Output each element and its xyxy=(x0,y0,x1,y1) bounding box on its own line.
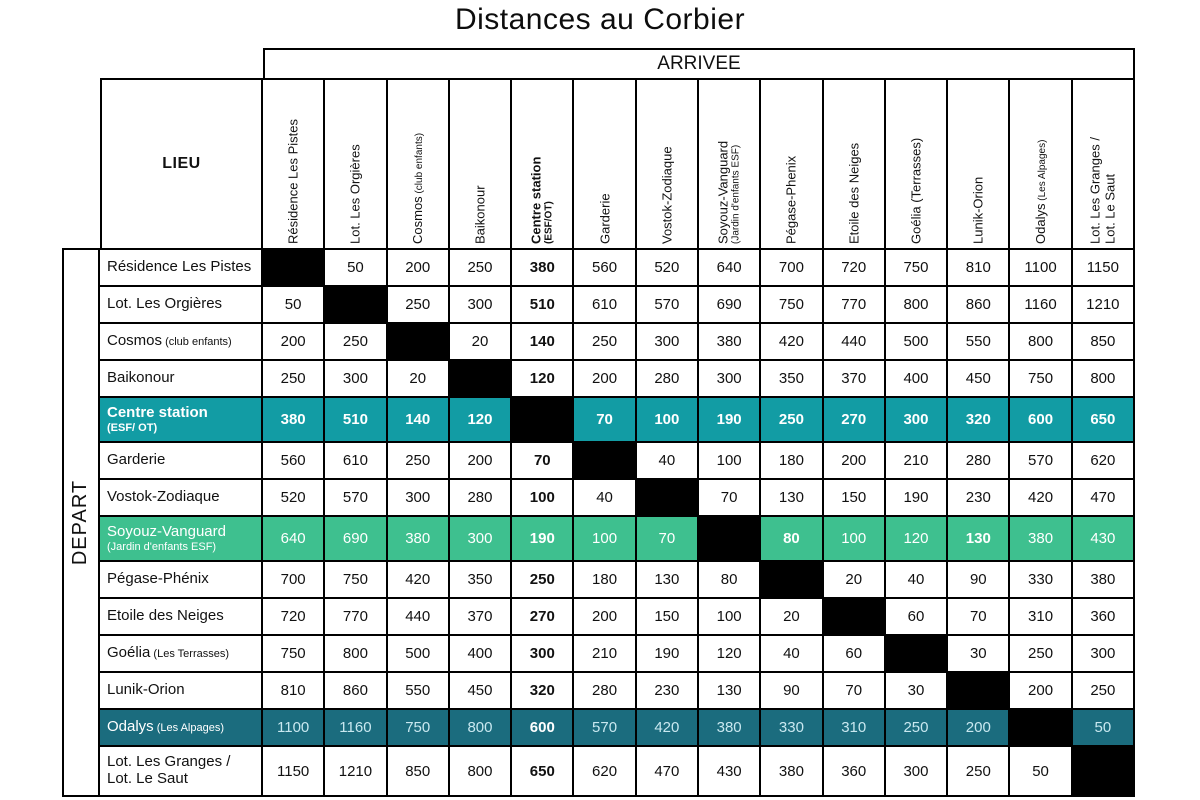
distance-cell: 800 xyxy=(1073,361,1133,396)
column-header-label: Garderie xyxy=(596,193,612,244)
distance-cell: 60 xyxy=(886,599,946,634)
distance-cell: 130 xyxy=(637,562,697,597)
distance-cell: 250 xyxy=(388,443,448,478)
diagonal-cell xyxy=(574,443,634,478)
row-header-7: Soyouz-Vanguard (Jardin d'enfants ESF) xyxy=(100,517,261,560)
distance-cell: 100 xyxy=(699,599,759,634)
distance-cell: 570 xyxy=(637,287,697,322)
column-header-13 xyxy=(1073,80,1133,248)
distance-cell: 640 xyxy=(699,250,759,285)
column-header-2 xyxy=(388,80,448,248)
distance-cell: 120 xyxy=(699,636,759,671)
distance-cell: 300 xyxy=(512,636,572,671)
row-header-2: Cosmos (club enfants) xyxy=(100,324,261,359)
distance-cell: 650 xyxy=(1073,398,1133,441)
diagonal-cell xyxy=(388,324,448,359)
distance-cell: 380 xyxy=(388,517,448,560)
column-header-label: Vostok-Zodiaque xyxy=(659,146,675,244)
distance-cell: 1160 xyxy=(1010,287,1070,322)
column-header-label: Cosmos (club enfants) xyxy=(409,132,425,244)
distance-cell: 610 xyxy=(325,443,385,478)
distance-cell: 620 xyxy=(574,747,634,795)
column-header-label: Pégase-Phenix xyxy=(783,155,799,244)
row-header-4: Centre station (ESF/ OT) xyxy=(100,398,261,441)
distance-cell: 380 xyxy=(512,250,572,285)
distance-cell: 250 xyxy=(948,747,1008,795)
distance-cell: 400 xyxy=(886,361,946,396)
distance-cell: 350 xyxy=(761,361,821,396)
distance-cell: 80 xyxy=(699,562,759,597)
distance-cell: 1210 xyxy=(325,747,385,795)
page-title: Distances au Corbier xyxy=(454,3,746,36)
distance-cell: 200 xyxy=(263,324,323,359)
distance-cell: 770 xyxy=(325,599,385,634)
distance-cell: 640 xyxy=(263,517,323,560)
distance-cell: 40 xyxy=(886,562,946,597)
distance-cell: 750 xyxy=(388,710,448,745)
diagonal-cell xyxy=(699,517,759,560)
distance-cell: 380 xyxy=(1073,562,1133,597)
distance-cell: 610 xyxy=(574,287,634,322)
distance-cell: 810 xyxy=(948,250,1008,285)
distance-cell: 850 xyxy=(1073,324,1133,359)
distance-cell: 1100 xyxy=(1010,250,1070,285)
distance-cell: 1100 xyxy=(263,710,323,745)
distance-cell: 860 xyxy=(325,673,385,708)
row-header-9: Etoile des Neiges xyxy=(100,599,261,634)
distance-cell: 510 xyxy=(512,287,572,322)
distance-cell: 690 xyxy=(699,287,759,322)
distance-cell: 300 xyxy=(886,398,946,441)
distance-cell: 280 xyxy=(450,480,510,515)
column-header-9 xyxy=(824,80,884,248)
row-header-1: Lot. Les Orgières xyxy=(100,287,261,322)
column-header-10 xyxy=(886,80,946,248)
distance-cell: 380 xyxy=(699,710,759,745)
distance-cell: 250 xyxy=(886,710,946,745)
distance-cell: 420 xyxy=(637,710,697,745)
distance-cell: 70 xyxy=(574,398,634,441)
distance-cell: 1210 xyxy=(1073,287,1133,322)
distance-cell: 50 xyxy=(1010,747,1070,795)
distance-cell: 250 xyxy=(512,562,572,597)
column-header-8 xyxy=(761,80,821,248)
distance-cell: 20 xyxy=(388,361,448,396)
distance-cell: 200 xyxy=(450,443,510,478)
distance-cell: 550 xyxy=(948,324,1008,359)
distance-cell: 510 xyxy=(325,398,385,441)
row-header-6: Vostok-Zodiaque xyxy=(100,480,261,515)
distance-cell: 300 xyxy=(388,480,448,515)
distance-cell: 420 xyxy=(761,324,821,359)
distance-cell: 430 xyxy=(699,747,759,795)
lieu-header: LIEU xyxy=(102,80,261,248)
column-header-5 xyxy=(574,80,634,248)
diagonal-cell xyxy=(886,636,946,671)
row-header-3: Baikonour xyxy=(100,361,261,396)
distance-cell: 130 xyxy=(948,517,1008,560)
distance-cell: 30 xyxy=(948,636,1008,671)
column-header-label: Goélia (Terrasses) xyxy=(908,137,924,244)
distance-cell: 120 xyxy=(450,398,510,441)
column-header-0 xyxy=(263,80,323,248)
distance-cell: 200 xyxy=(574,361,634,396)
distance-cell: 40 xyxy=(637,443,697,478)
distance-cell: 720 xyxy=(263,599,323,634)
distance-cell: 270 xyxy=(512,599,572,634)
distance-cell: 190 xyxy=(699,398,759,441)
distance-cell: 300 xyxy=(450,517,510,560)
column-header-label: Résidence Les Pistes xyxy=(285,118,301,244)
distance-cell: 100 xyxy=(699,443,759,478)
distance-cell: 300 xyxy=(886,747,946,795)
distance-cell: 20 xyxy=(450,324,510,359)
distance-cell: 560 xyxy=(574,250,634,285)
distance-cell: 90 xyxy=(948,562,1008,597)
distance-cell: 330 xyxy=(761,710,821,745)
distance-cell: 330 xyxy=(1010,562,1070,597)
diagonal-cell xyxy=(263,250,323,285)
row-header-13: Lot. Les Granges / Lot. Le Saut xyxy=(100,747,261,795)
distance-cell: 570 xyxy=(325,480,385,515)
distance-cell: 200 xyxy=(388,250,448,285)
distance-cell: 350 xyxy=(450,562,510,597)
distance-cell: 850 xyxy=(388,747,448,795)
distance-cell: 310 xyxy=(824,710,884,745)
distance-cell: 300 xyxy=(450,287,510,322)
distance-cell: 570 xyxy=(1010,443,1070,478)
arrivee-header xyxy=(263,48,1135,80)
distance-cell: 380 xyxy=(761,747,821,795)
distance-cell: 280 xyxy=(574,673,634,708)
distance-cell: 470 xyxy=(1073,480,1133,515)
distance-cell: 200 xyxy=(1010,673,1070,708)
distance-cell: 150 xyxy=(824,480,884,515)
distance-cell: 370 xyxy=(824,361,884,396)
diagonal-cell xyxy=(1010,710,1070,745)
distance-cell: 400 xyxy=(450,636,510,671)
distance-cell: 100 xyxy=(574,517,634,560)
distance-cell: 360 xyxy=(1073,599,1133,634)
distance-cell: 360 xyxy=(824,747,884,795)
column-header-label: Lunik-Orion xyxy=(970,176,986,244)
distance-cell: 40 xyxy=(574,480,634,515)
distance-cell: 180 xyxy=(574,562,634,597)
diagonal-cell xyxy=(948,673,1008,708)
distance-cell: 180 xyxy=(761,443,821,478)
distance-cell: 50 xyxy=(1073,710,1133,745)
column-header-6 xyxy=(637,80,697,248)
column-header-label: Centre station (ESF/OT) xyxy=(528,156,556,244)
diagonal-cell xyxy=(1073,747,1133,795)
arrivee-label: ARRIVEE xyxy=(657,53,741,74)
diagonal-cell xyxy=(761,562,821,597)
distance-cell: 70 xyxy=(824,673,884,708)
distance-cell: 320 xyxy=(512,673,572,708)
distance-cell: 520 xyxy=(637,250,697,285)
distance-cell: 280 xyxy=(948,443,1008,478)
distance-cell: 800 xyxy=(886,287,946,322)
depart-label: DEPART xyxy=(69,479,92,566)
distance-cell: 50 xyxy=(263,287,323,322)
distance-cell: 1150 xyxy=(263,747,323,795)
distance-cell: 190 xyxy=(512,517,572,560)
distance-cell: 120 xyxy=(512,361,572,396)
distance-cell: 380 xyxy=(1010,517,1070,560)
distance-cell: 40 xyxy=(761,636,821,671)
distance-matrix xyxy=(98,248,1135,797)
distance-cell: 250 xyxy=(450,250,510,285)
distance-cell: 800 xyxy=(450,710,510,745)
distance-cell: 140 xyxy=(388,398,448,441)
distance-cell: 200 xyxy=(824,443,884,478)
distance-cell: 250 xyxy=(761,398,821,441)
distance-cell: 750 xyxy=(886,250,946,285)
distance-cell: 230 xyxy=(637,673,697,708)
distance-cell: 750 xyxy=(263,636,323,671)
distance-cell: 100 xyxy=(637,398,697,441)
distance-cell: 230 xyxy=(948,480,1008,515)
distance-cell: 440 xyxy=(388,599,448,634)
distance-cell: 70 xyxy=(948,599,1008,634)
distance-cell: 20 xyxy=(761,599,821,634)
distance-cell: 370 xyxy=(450,599,510,634)
distance-cell: 140 xyxy=(512,324,572,359)
distance-cell: 500 xyxy=(886,324,946,359)
distance-cell: 60 xyxy=(824,636,884,671)
distance-cell: 750 xyxy=(1010,361,1070,396)
row-header-8: Pégase-Phénix xyxy=(100,562,261,597)
distance-cell: 470 xyxy=(637,747,697,795)
distance-cell: 300 xyxy=(637,324,697,359)
distance-cell: 250 xyxy=(388,287,448,322)
distance-cell: 500 xyxy=(388,636,448,671)
distance-cell: 690 xyxy=(325,517,385,560)
distance-cell: 70 xyxy=(512,443,572,478)
distance-cell: 810 xyxy=(263,673,323,708)
distance-cell: 750 xyxy=(325,562,385,597)
distance-cell: 210 xyxy=(574,636,634,671)
distance-cell: 750 xyxy=(761,287,821,322)
column-header-label: Etoile des Neiges xyxy=(846,142,862,244)
distance-cell: 70 xyxy=(637,517,697,560)
distance-cell: 430 xyxy=(1073,517,1133,560)
distance-cell: 800 xyxy=(1010,324,1070,359)
distance-cell: 70 xyxy=(699,480,759,515)
diagonal-cell xyxy=(450,361,510,396)
distance-cell: 300 xyxy=(699,361,759,396)
distance-cell: 380 xyxy=(263,398,323,441)
distance-cell: 200 xyxy=(574,599,634,634)
distance-cell: 440 xyxy=(824,324,884,359)
distance-cell: 250 xyxy=(263,361,323,396)
distance-cell: 80 xyxy=(761,517,821,560)
distance-cell: 130 xyxy=(761,480,821,515)
distance-cell: 200 xyxy=(948,710,1008,745)
distance-cell: 100 xyxy=(512,480,572,515)
column-header-label: Odalys (Les Alpages) xyxy=(1032,139,1048,244)
distance-cell: 560 xyxy=(263,443,323,478)
distance-cell: 250 xyxy=(574,324,634,359)
distance-cell: 800 xyxy=(450,747,510,795)
distance-cell: 150 xyxy=(637,599,697,634)
distance-cell: 250 xyxy=(325,324,385,359)
row-header-5: Garderie xyxy=(100,443,261,478)
distance-cell: 250 xyxy=(1010,636,1070,671)
distance-cell: 860 xyxy=(948,287,1008,322)
distance-cell: 30 xyxy=(886,673,946,708)
column-header-11 xyxy=(948,80,1008,248)
diagonal-cell xyxy=(325,287,385,322)
column-header-12 xyxy=(1010,80,1070,248)
distance-cell: 600 xyxy=(1010,398,1070,441)
distance-cell: 300 xyxy=(325,361,385,396)
distance-cell: 280 xyxy=(637,361,697,396)
diagonal-cell xyxy=(824,599,884,634)
distance-cell: 1150 xyxy=(1073,250,1133,285)
distance-cell: 700 xyxy=(263,562,323,597)
distance-cell: 570 xyxy=(574,710,634,745)
distance-cell: 420 xyxy=(1010,480,1070,515)
column-header-label: Lot. Les Orgières xyxy=(347,144,363,244)
depart-header xyxy=(62,248,100,797)
distance-cell: 320 xyxy=(948,398,1008,441)
distance-cell: 650 xyxy=(512,747,572,795)
diagonal-cell xyxy=(637,480,697,515)
distance-cell: 130 xyxy=(699,673,759,708)
distance-cell: 380 xyxy=(699,324,759,359)
column-header-4 xyxy=(512,80,572,248)
distance-cell: 190 xyxy=(637,636,697,671)
distance-cell: 300 xyxy=(1073,636,1133,671)
row-header-0: Résidence Les Pistes xyxy=(100,250,261,285)
distance-cell: 270 xyxy=(824,398,884,441)
column-header-row xyxy=(100,78,1135,250)
distance-cell: 90 xyxy=(761,673,821,708)
distance-cell: 620 xyxy=(1073,443,1133,478)
column-header-label: Soyouz-Vanguard (Jardin d'enfants ESF) xyxy=(715,140,742,244)
distance-cell: 210 xyxy=(886,443,946,478)
row-header-12: Odalys (Les Alpages) xyxy=(100,710,261,745)
distance-cell: 100 xyxy=(824,517,884,560)
distance-cell: 420 xyxy=(388,562,448,597)
distance-cell: 770 xyxy=(824,287,884,322)
column-header-label: Lot. Les Granges / Lot. Le Saut xyxy=(1087,137,1118,244)
row-header-11: Lunik-Orion xyxy=(100,673,261,708)
distance-cell: 120 xyxy=(886,517,946,560)
distance-cell: 450 xyxy=(948,361,1008,396)
column-header-7 xyxy=(699,80,759,248)
distance-cell: 450 xyxy=(450,673,510,708)
distance-cell: 310 xyxy=(1010,599,1070,634)
distance-cell: 250 xyxy=(1073,673,1133,708)
column-header-3 xyxy=(450,80,510,248)
distance-cell: 50 xyxy=(325,250,385,285)
distance-cell: 190 xyxy=(886,480,946,515)
distance-cell: 720 xyxy=(824,250,884,285)
distance-cell: 800 xyxy=(325,636,385,671)
distance-cell: 700 xyxy=(761,250,821,285)
column-header-label: Baikonour xyxy=(472,185,488,244)
diagonal-cell xyxy=(512,398,572,441)
distance-cell: 550 xyxy=(388,673,448,708)
row-header-10: Goélia (Les Terrasses) xyxy=(100,636,261,671)
distance-cell: 20 xyxy=(824,562,884,597)
distance-cell: 520 xyxy=(263,480,323,515)
distance-cell: 1160 xyxy=(325,710,385,745)
distance-cell: 600 xyxy=(512,710,572,745)
column-header-1 xyxy=(325,80,385,248)
